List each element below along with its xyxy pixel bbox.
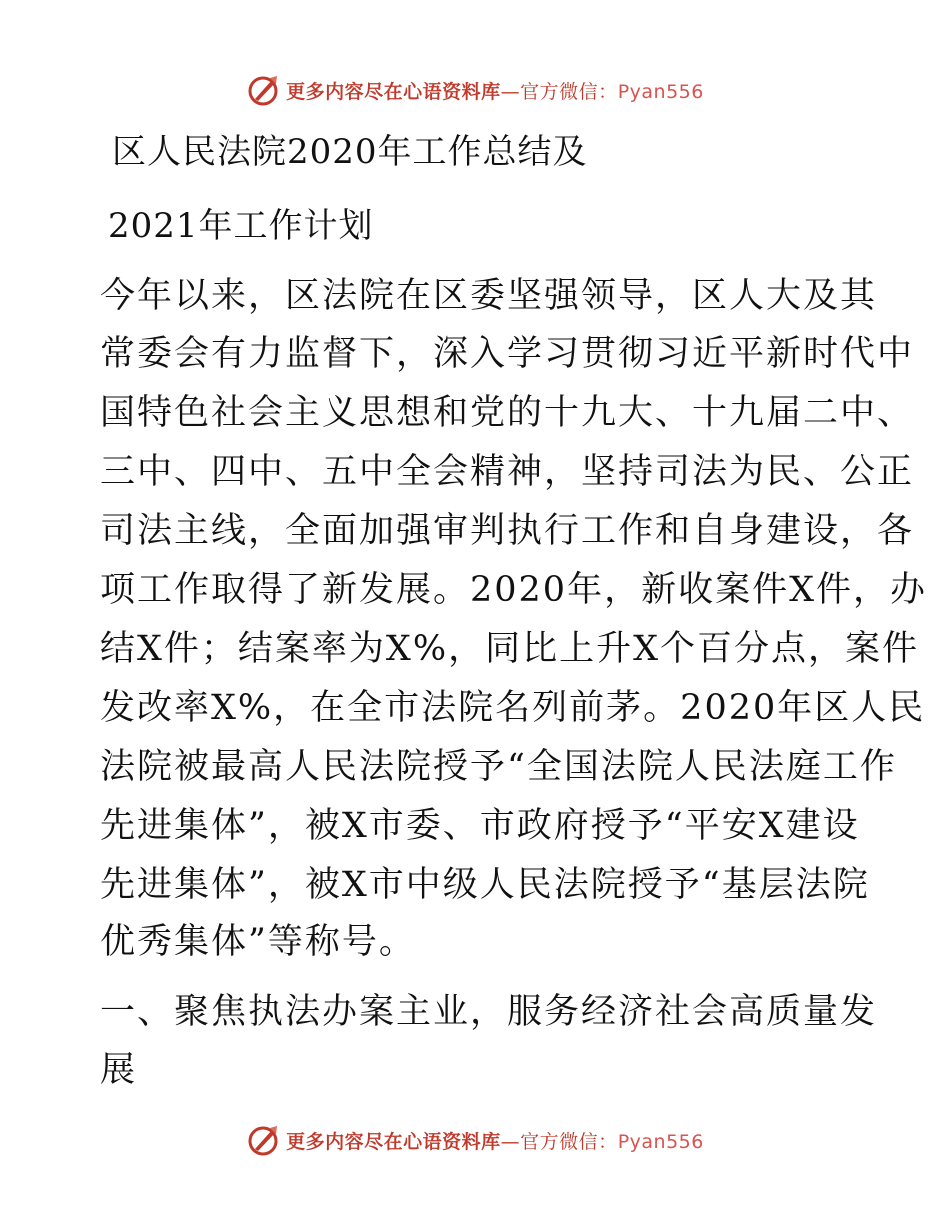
paragraph-line: 结X件；结案率为X%，同比上升X个百分点，案件 (100, 629, 920, 669)
document-title-line-2: 2021年工作计划 (108, 206, 374, 246)
paragraph-line: 项工作取得了新发展。2020年，新收案件X件，办 (100, 570, 927, 610)
footer-banner (0, 1120, 950, 1160)
paragraph-line: 先进集体”，被X市委、市政府授予“平安X建设 (100, 806, 860, 846)
banner-dash: — (500, 1130, 521, 1153)
paragraph-line: 发改率X%，在全市法院名列前茅。2020年区人民 (100, 688, 926, 728)
quill-logo-icon (246, 72, 282, 108)
banner-wechat-label: 官方微信： (520, 80, 618, 103)
document-title-line-1: 区人民法院2020年工作总结及 (112, 132, 588, 172)
banner-wechat-label: 官方微信： (520, 1130, 618, 1153)
paragraph-line: 司法主线，全面加强审判执行工作和自身建设，各 (100, 511, 915, 551)
quill-logo-icon (246, 1122, 282, 1158)
banner-text (286, 1127, 704, 1154)
banner-wechat-id: Pyan556 (617, 80, 704, 103)
paragraph-line: 法院被最高人民法院授予“全国法院人民法庭工作 (100, 747, 897, 787)
banner-brand: 更多内容尽在心语资料库 (286, 1130, 501, 1153)
paragraph-line: 国特色社会主义思想和党的十九大、十九届二中、 (100, 393, 915, 433)
paragraph-line: 今年以来，区法院在区委坚强领导，区人大及其 (100, 276, 878, 316)
banner-text (286, 77, 704, 104)
header-banner (0, 70, 950, 110)
section-heading-line: 展 (100, 1050, 138, 1090)
section-heading-line: 一、聚焦执法办案主业，服务经济社会高质量发 (100, 992, 878, 1032)
paragraph-line: 三中、四中、五中全会精神，坚持司法为民、公正 (100, 452, 915, 492)
paragraph-line: 常委会有力监督下，深入学习贯彻习近平新时代中 (100, 334, 915, 374)
banner-wechat-id: Pyan556 (617, 1130, 704, 1153)
paragraph-line: 优秀集体”等称号。 (100, 922, 416, 962)
banner-brand: 更多内容尽在心语资料库 (286, 80, 501, 103)
paragraph-line: 先进集体”，被X市中级人民法院授予“基层法院 (100, 865, 870, 905)
banner-dash: — (500, 80, 521, 103)
